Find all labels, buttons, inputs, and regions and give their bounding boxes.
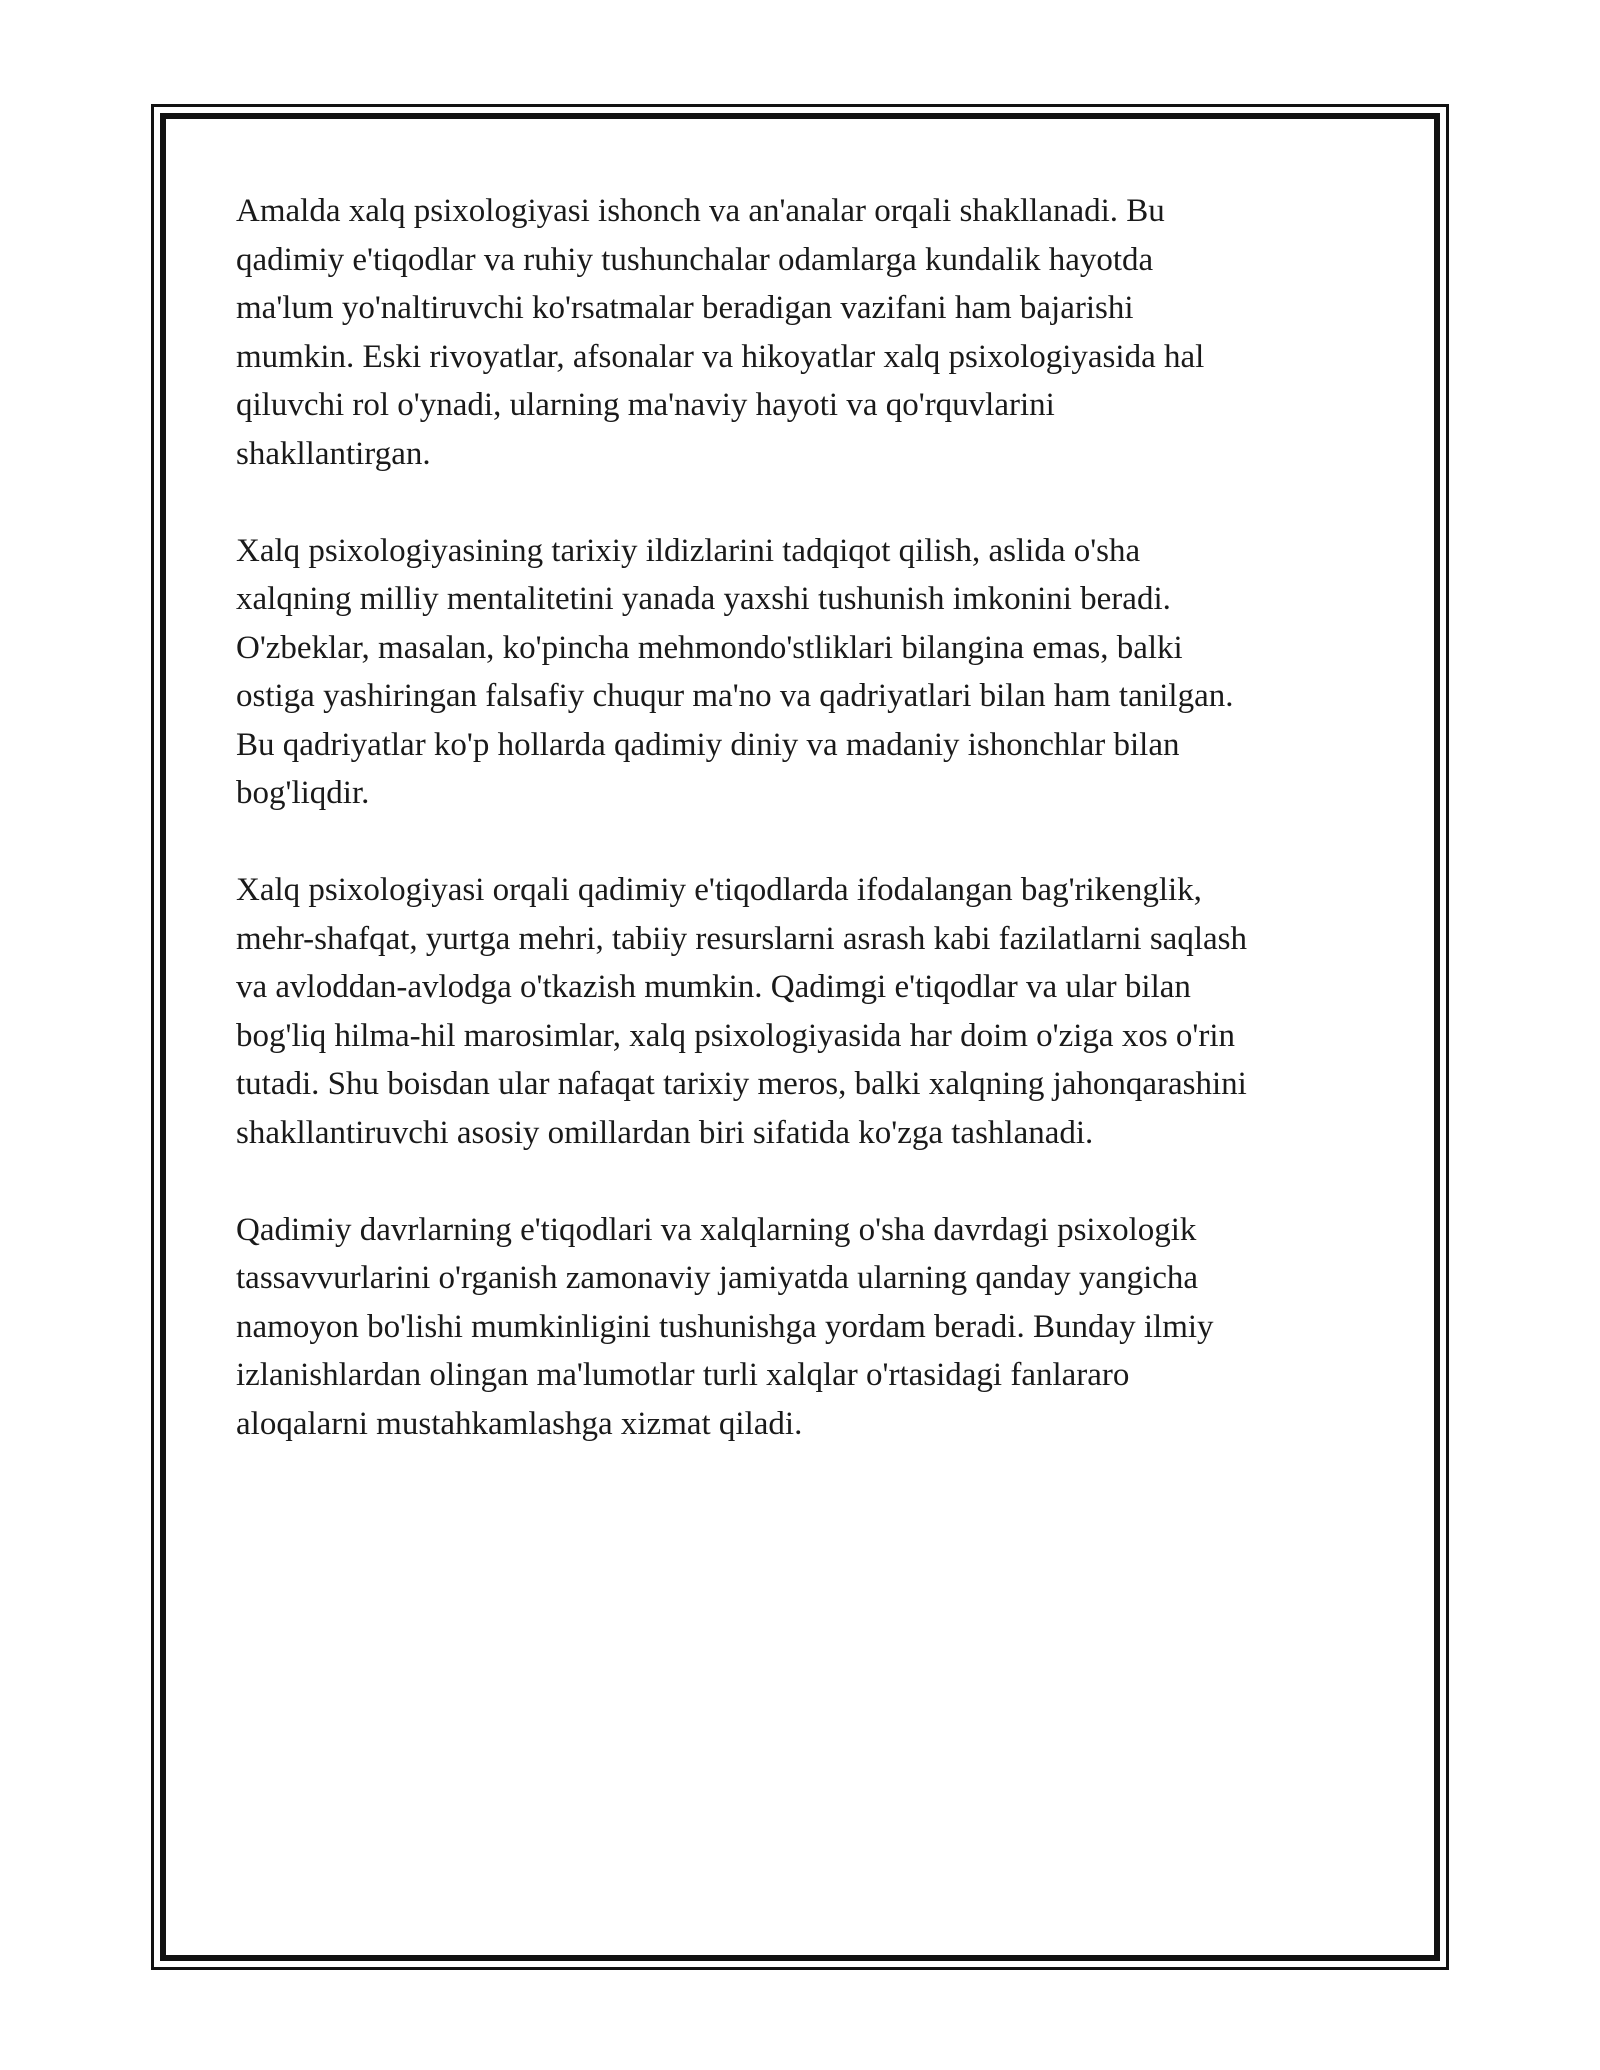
paragraph-line: Amalda xalq psixologiyasi ishonch va an'analar orqali shakllanadi. Bu [236,193,1165,229]
paragraph-line: tutadi. Shu boisdan ular nafaqat tarixiy meros, balki xalqning jahonqarashini [236,1066,1247,1102]
paragraph-line: qiluvchi rol o'ynadi, ularning ma'naviy hayoti va qo'rquvlarini [236,387,1055,423]
paragraph-line: namoyon bo'lishi mumkinligini tushunishga yordam beradi. Bunday ilmiy [236,1308,1214,1345]
paragraph-2 [236,527,1376,818]
paragraph-4 [236,1206,1376,1449]
paragraph-line: shakllantirgan. [236,435,431,472]
paragraph-line: ostiga yashiringan falsafiy chuqur ma'no va qadriyatlari bilan ham tanilgan. [236,678,1234,714]
paragraph-line: xalqning milliy mentalitetini yanada yaxshi tushunish imkonini beradi. [236,581,1171,617]
paragraph-3 [236,866,1376,1157]
paragraph-line: Bu qadriyatlar ko'p hollarda qadimiy diniy va madaniy ishonchlar bilan [236,726,1180,763]
paragraph-line: O'zbeklar, masalan, ko'pincha mehmondo'stliklari bilangina emas, balki [236,629,1183,666]
paragraph-line: ma'lum yo'naltiruvchi ko'rsatmalar beradigan vazifani ham bajarishi [236,290,1134,326]
paragraph-line: mehr-shafqat, yurtga mehri, tabiiy resurslarni asrash kabi fazilatlarni saqlash [236,920,1247,957]
paragraph-line: Qadimiy davrlarning e'tiqodlari va xalqlarning o'sha davrdagi psixologik [236,1211,1197,1248]
paragraph-line: va avloddan-avlodga o'tkazish mumkin. Qadimgi e'tiqodlar va ular bilan [236,969,1191,1005]
paragraph-line: Xalq psixologiyasining tarixiy ildizlarini tadqiqot qilish, aslida o'sha [236,532,1141,569]
paragraph-1 [236,187,1376,478]
paragraph-line: mumkin. Eski rivoyatlar, afsonalar va hikoyatlar xalq psixologiyasida hal [236,338,1205,375]
paragraph-line: shakllantiruvchi asosiy omillardan biri sifatida ko'zga tashlanadi. [236,1114,1094,1151]
paragraph-line: aloqalarni mustahkamlashga xizmat qiladi. [236,1405,803,1442]
paragraph-line: izlanishlardan olingan ma'lumotlar turli xalqlar o'rtasidagi fanlararo [236,1357,1130,1393]
paragraph-line: bog'liqdir. [236,775,370,811]
document-body [236,187,1376,1497]
paragraph-line: Xalq psixologiyasi orqali qadimiy e'tiqodlarda ifodalangan bag'rikenglik, [236,872,1202,908]
paragraph-line: qadimiy e'tiqodlar va ruhiy tushunchalar odamlarga kundalik hayotda [236,241,1154,278]
paragraph-line: bog'liq hilma-hil marosimlar, xalq psixologiyasida har doim o'ziga xos o'rin [236,1017,1236,1054]
paragraph-line: tassavvurlarini o'rganish zamonaviy jamiyatda ularning qanday yangicha [236,1260,1199,1296]
